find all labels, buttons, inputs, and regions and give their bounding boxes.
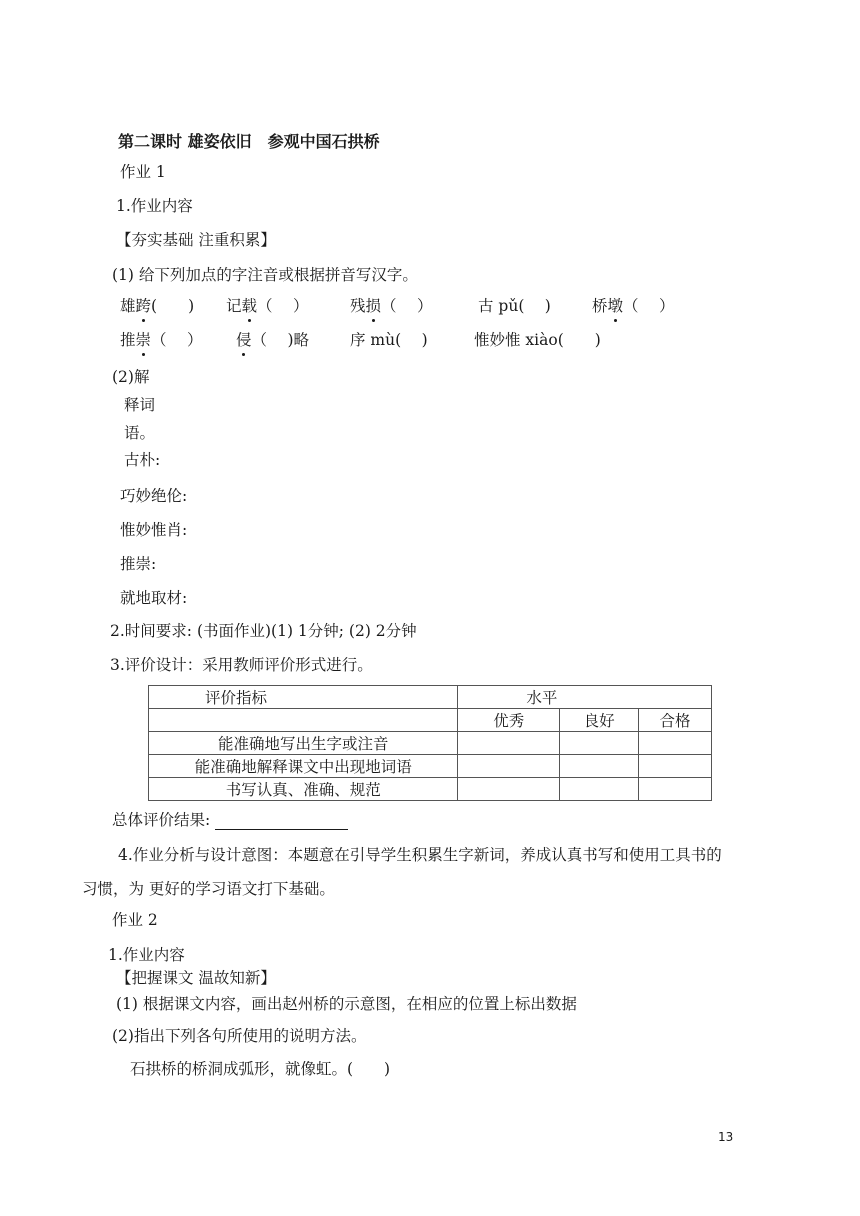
table-row	[149, 732, 712, 755]
hw2-q2: (2)指出下列各句所使用的说明方法。	[112, 1027, 367, 1045]
hw1-q1-prompt: (1) 给下列加点的字注音或根据拼音写汉字。	[112, 266, 418, 284]
term-item: 巧妙绝伦:	[120, 487, 188, 505]
hw2-label: 作业 2	[112, 911, 158, 929]
level-pass: 合格	[639, 709, 712, 732]
pinyin-item: 惟妙惟 xiào( )	[474, 331, 601, 349]
hw1-section-heading: 【夯实基础 注重积累】	[116, 231, 276, 249]
overall-result-blank	[215, 813, 348, 830]
evaluation-table	[148, 685, 712, 801]
hw1-label: 作业 1	[120, 163, 166, 181]
table-row	[149, 755, 712, 778]
term-item: 古朴:	[124, 451, 161, 469]
hw2-sentence: 石拱桥的桥洞成弧形，就像虹。( )	[130, 1060, 391, 1078]
pinyin-item: 序 mù( )	[350, 331, 428, 349]
time-requirement: 2.时间要求: (书面作业)(1) 1分钟; (2) 2分钟	[110, 622, 417, 640]
pinyin-item: 雄跨( )	[120, 297, 195, 315]
table-row	[149, 709, 712, 732]
overall-result: 总体评价结果:	[112, 810, 348, 830]
hw1-q2-line: (2)解	[112, 368, 150, 386]
term-item: 惟妙惟肖:	[120, 521, 188, 539]
hw2-section-heading: 【把握课文 温故知新】	[116, 969, 276, 987]
pinyin-item: 桥墩（ ）	[592, 297, 675, 315]
hw1-q2-line: 语。	[124, 424, 156, 442]
header-indicator: 评价指标	[149, 686, 458, 709]
hw2-content-label: 1.作业内容	[108, 946, 185, 964]
level-excellent: 优秀	[458, 709, 560, 732]
hw1-q2-line: 释词	[124, 396, 156, 414]
analysis-text: 习惯，为 更好的学习语文打下基础。	[82, 880, 335, 898]
page-title: 第二课时 雄姿依旧 参观中国石拱桥	[118, 132, 380, 151]
pinyin-item: 古 pǔ( )	[478, 297, 551, 315]
table-row	[149, 778, 712, 801]
term-item: 就地取材:	[120, 589, 188, 607]
hw2-q1: (1) 根据课文内容，画出赵州桥的示意图，在相应的位置上标出数据	[116, 995, 577, 1013]
pinyin-item: 侵（ )略	[236, 331, 309, 349]
hw1-content-label: 1.作业内容	[116, 197, 193, 215]
table-row	[149, 686, 712, 709]
level-good: 良好	[560, 709, 639, 732]
pinyin-item: 推崇（ ）	[120, 331, 203, 349]
term-item: 推崇:	[120, 555, 157, 573]
evaluation-design: 3.评价设计：采用教师评价形式进行。	[110, 656, 373, 674]
pinyin-item: 记载（ ）	[226, 297, 309, 315]
indicator-cell: 书写认真、准确、规范	[149, 778, 458, 801]
indicator-cell: 能准确地写出生字或注音	[149, 732, 458, 755]
indicator-cell: 能准确地解释课文中出现地词语	[149, 755, 458, 778]
header-level: 水平	[458, 686, 712, 709]
page-number: 13	[718, 1130, 734, 1144]
pinyin-item: 残损（ ）	[350, 297, 433, 315]
analysis-text: 4.作业分析与设计意图：本题意在引导学生积累生字新词，养成认真书写和使用工具书的	[118, 846, 722, 864]
